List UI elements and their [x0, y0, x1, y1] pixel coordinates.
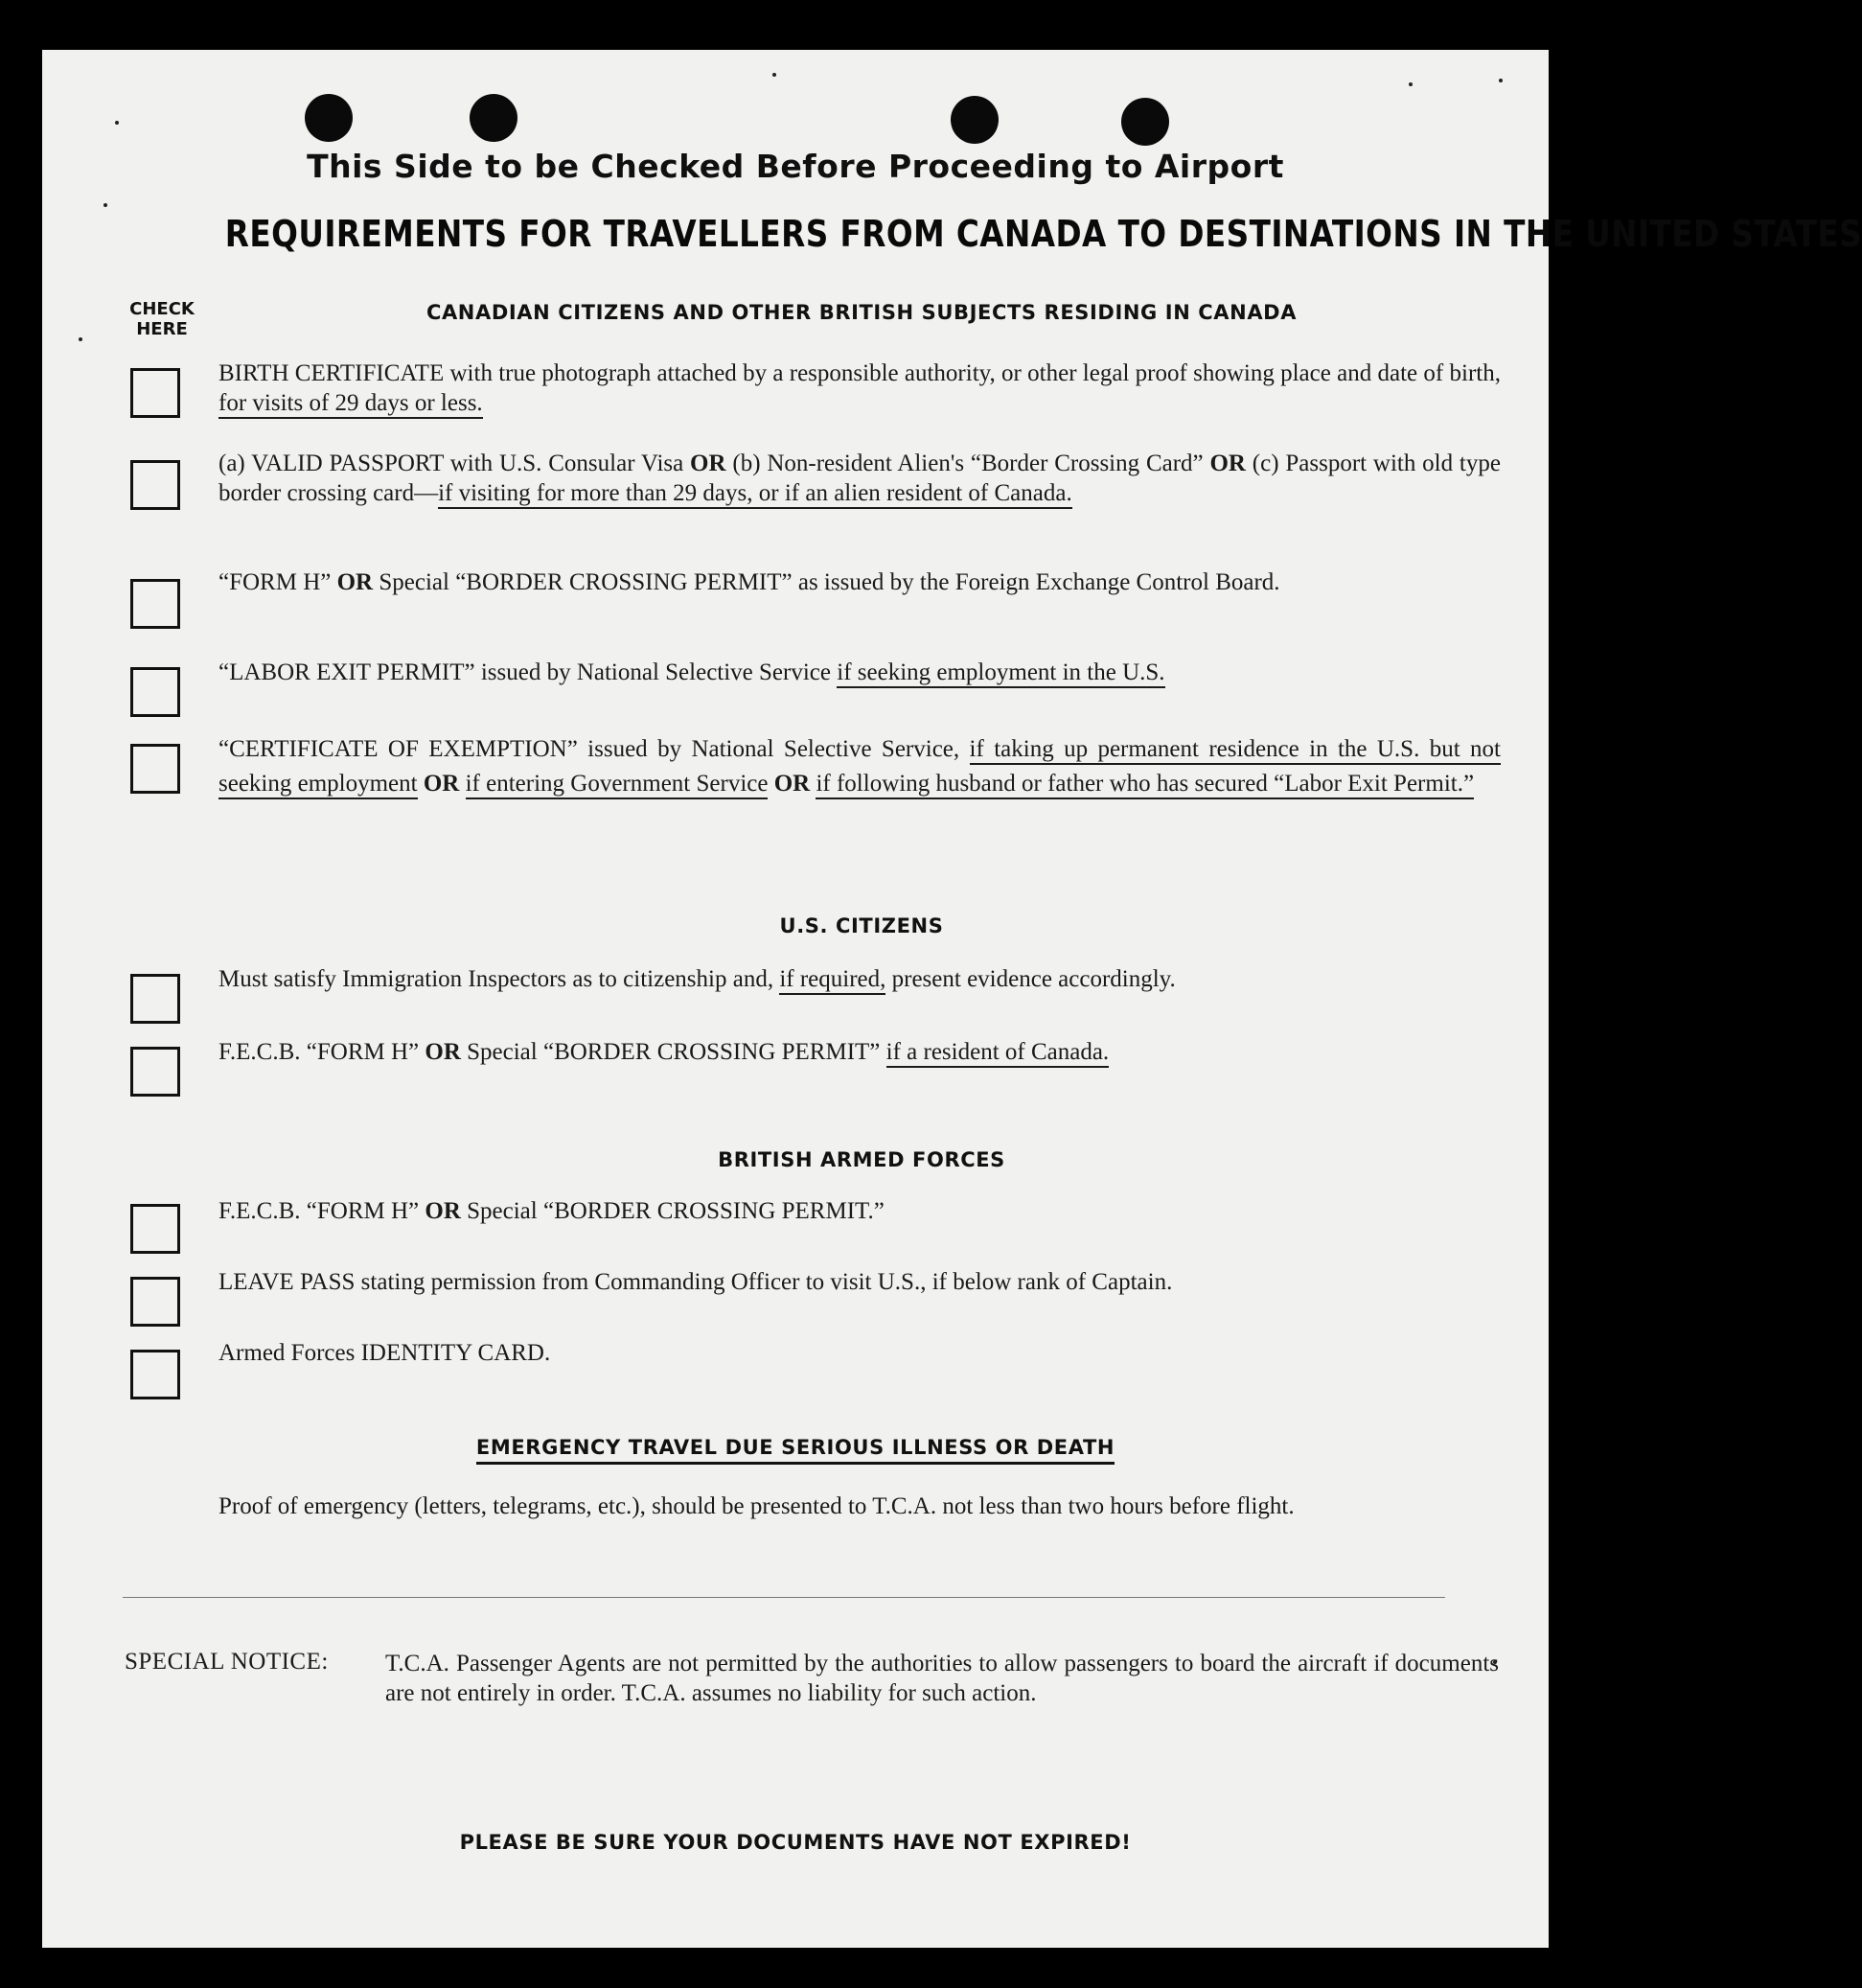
item-armed-form-h: F.E.C.B. “FORM H” OR Special “BORDER CROSSING PERMIT.”: [218, 1198, 885, 1224]
checkbox-form-h[interactable]: [130, 579, 180, 629]
checkbox-us-form-h[interactable]: [130, 1047, 180, 1097]
checkbox-armed-form-h[interactable]: [130, 1204, 180, 1254]
section-heading-armed-forces: BRITISH ARMED FORCES: [718, 1148, 1005, 1171]
speck: [1409, 82, 1413, 86]
section-heading-canadian: CANADIAN CITIZENS AND OTHER BRITISH SUBJECTS RESIDING IN CANADA: [425, 301, 1298, 324]
item-leave-pass: LEAVE PASS stating permission from Commanding Officer to visit U.S., if below rank of Captain.: [218, 1269, 1173, 1295]
item-labor-exit-permit: “LABOR EXIT PERMIT” issued by National Selective Service if seeking employment in the U.S.: [218, 658, 1501, 687]
punch-hole: [951, 96, 999, 144]
checkbox-identity-card[interactable]: [130, 1350, 180, 1399]
document-title: REQUIREMENTS FOR TRAVELLERS FROM CANADA TO DESTINATIONS IN THE UNITED STATES: [224, 213, 1862, 255]
checkbox-birth-certificate[interactable]: [130, 368, 180, 418]
section-heading-emergency: EMERGENCY TRAVEL DUE SERIOUS ILLNESS OR DEATH: [476, 1436, 1115, 1465]
punch-hole: [1121, 98, 1169, 146]
emergency-body: Proof of emergency (letters, telegrams, etc.), should be presented to T.C.A. not less than two hours before flight.: [218, 1493, 1295, 1519]
top-instruction: This Side to be Checked Before Proceeding to Airport: [307, 148, 1284, 185]
special-notice-label: SPECIAL NOTICE:: [125, 1649, 329, 1675]
item-identity-card: Armed Forces IDENTITY CARD.: [218, 1340, 551, 1366]
item-certificate-of-exemption: “CERTIFICATE OF EXEMPTION” issued by National Selective Service, if taking up permanent residence in the U.S. but not seeking employment OR if entering Government Service OR if following husband or father who has secured “Labor Exit Permit.”: [218, 732, 1501, 801]
checkbox-certificate-of-exemption[interactable]: [130, 744, 180, 794]
special-notice-body: T.C.A. Passenger Agents are not permitted by the authorities to allow passengers to board the aircraft if documents are not entirely in order. T.C.A. assumes no liability for such action.: [385, 1651, 1499, 1706]
speck: [79, 337, 82, 341]
document-page: [42, 50, 1862, 1948]
item-us-citizenship: Must satisfy Immigration Inspectors as to citizenship and, if required, present evidence accordingly.: [218, 964, 1501, 994]
check-here-label: CHECK HERE: [129, 299, 195, 339]
checkbox-leave-pass[interactable]: [130, 1277, 180, 1327]
checkbox-labor-exit-permit[interactable]: [130, 667, 180, 717]
section-heading-us: U.S. CITIZENS: [779, 914, 944, 937]
item-form-h: “FORM H” OR Special “BORDER CROSSING PERMIT” as issued by the Foreign Exchange Control Board.: [218, 569, 1280, 595]
punch-hole: [305, 94, 353, 142]
divider: [123, 1597, 1445, 1598]
checkbox-us-citizenship[interactable]: [130, 974, 180, 1024]
item-us-form-h: F.E.C.B. “FORM H” OR Special “BORDER CROSSING PERMIT” if a resident of Canada.: [218, 1037, 1501, 1067]
speck: [772, 73, 776, 77]
item-valid-passport: (a) VALID PASSPORT with U.S. Consular Visa OR (b) Non-resident Alien's “Border Crossing Card” OR (c) Passport with old type border crossing card—if visiting for more than 29 days, or if an alien resident of Canada.: [218, 449, 1501, 508]
checkbox-valid-passport[interactable]: [130, 460, 180, 510]
punch-hole: [470, 94, 517, 142]
speck: [103, 203, 107, 207]
speck: [115, 121, 119, 125]
speck: [1499, 79, 1503, 82]
item-birth-certificate: BIRTH CERTIFICATE with true photograph attached by a responsible authority, or other legal proof showing place and date of birth, for visits of 29 days or less.: [218, 358, 1501, 418]
footer-warning: PLEASE BE SURE YOUR DOCUMENTS HAVE NOT EXPIRED!: [459, 1831, 1132, 1854]
emergency-heading-wrap: [42, 1436, 1549, 1459]
